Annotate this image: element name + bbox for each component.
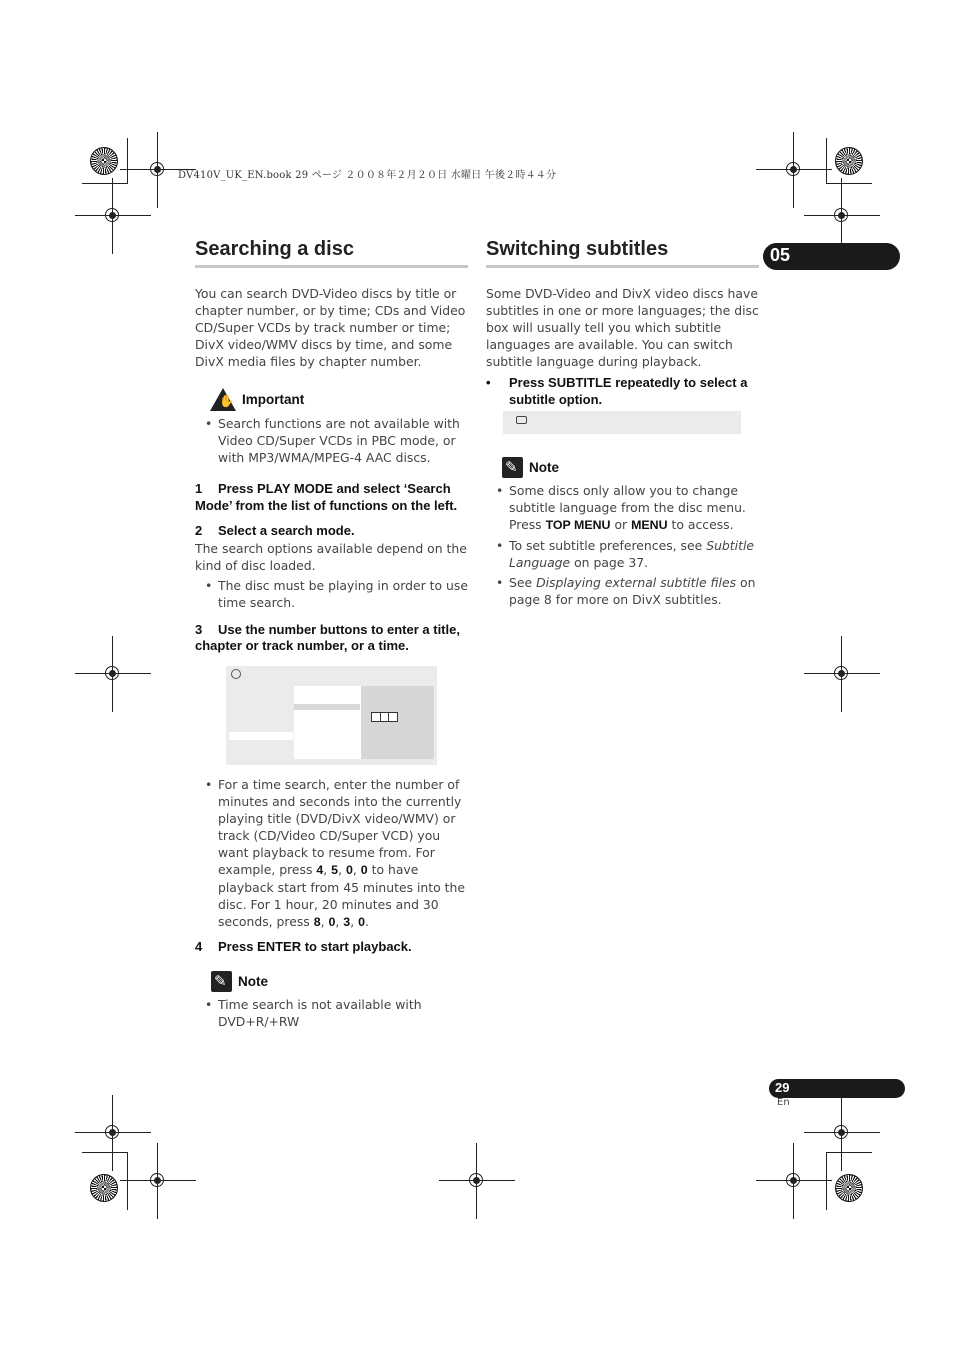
starburst-mark-bottom-left — [90, 1174, 118, 1202]
number-entry-boxes — [371, 712, 398, 722]
step-2-description: The search options available depend on the kind of disc loaded. — [195, 540, 467, 573]
starburst-mark-top-left — [90, 147, 118, 175]
cross-reference-link: Displaying external subtitle files — [536, 575, 737, 590]
list-item: • For a time search, enter the number of minutes and seconds into the currently playing title (DVD/DivX video/WMV) or track (CD/Video CD/Super VCD) you want playback to resume from. For example, press 4, 5, 0, 0 to have playback start from 45 minutes into the disc. For 1 hour, 20 minutes and 30 seconds, press 8, 0, 3, 0. — [195, 776, 468, 931]
starburst-mark-top-right — [835, 147, 863, 175]
important-label: Important — [242, 392, 305, 407]
page-number-tab — [769, 1079, 905, 1098]
list-item: • The disc must be playing in order to use time search. — [195, 577, 468, 611]
section-title-searching: Searching a disc — [195, 238, 354, 260]
registration-mark-bottom-center — [439, 1143, 515, 1219]
registration-mark-left-middle — [75, 636, 151, 712]
menu-option-bar — [229, 732, 293, 740]
step-2-list — [195, 577, 468, 611]
registration-mark-bottom-left — [120, 1143, 196, 1219]
chapter-tab — [763, 243, 900, 270]
language-label: En — [777, 1097, 790, 1108]
search-screen-illustration — [226, 666, 437, 765]
section-rule — [195, 265, 468, 268]
cross-reference-link: Subtitle Language — [509, 538, 755, 570]
list-item: • Some discs only allow you to change subtitle language from the disc menu. Press TOP MENU or MENU to access. — [486, 482, 759, 534]
trim-line — [826, 183, 872, 184]
step-4: 4 Press ENTER to start playback. — [195, 938, 412, 954]
note-pencil-icon — [502, 457, 523, 478]
important-list — [195, 415, 468, 466]
input-panel — [361, 686, 434, 759]
note-heading — [502, 457, 759, 478]
trim-line — [82, 183, 128, 184]
disc-icon — [231, 669, 241, 679]
chapter-number: 05 — [770, 245, 791, 265]
step-2: 2 Select a search mode. — [195, 523, 355, 538]
registration-mark-right-middle — [804, 636, 880, 712]
trim-line — [826, 1152, 872, 1153]
subtitle-step: • Press SUBTITLE repeatedly to select a subtitle option. — [486, 375, 748, 407]
note-label: Note — [529, 460, 559, 475]
note-list — [486, 482, 759, 608]
trim-line — [82, 1152, 128, 1153]
note-pencil-icon — [211, 971, 232, 992]
trim-line — [826, 1152, 827, 1210]
subtitle-screen-illustration — [503, 411, 741, 434]
section-title-subtitles: Switching subtitles — [486, 238, 669, 260]
intro-paragraph: Some DVD-Video and DivX video discs have subtitles in one or more languages; the disc box will usually tell you which subtitle languages are available. You can switch subtitle language during playback. — [486, 286, 759, 369]
list-item: • To set subtitle preferences, see Subtitle Language on page 37. — [486, 537, 759, 571]
intro-paragraph: You can search DVD-Video discs by title or chapter number, or by time; CDs and Video CD/Super VCDs by track number or time; DivX video/WMV discs by time, and some DivX media files by chapter number. — [195, 286, 466, 369]
step-3: 3 Use the number buttons to enter a title, chapter or track number, or a time. — [195, 621, 460, 653]
registration-mark-left-upper — [75, 178, 151, 254]
right-column — [486, 238, 759, 611]
list-item: • Search functions are not available with Video CD/Super VCDs in PBC mode, or with MP3/WMA/MPEG-4 AAC discs. — [195, 415, 468, 466]
subtitle-icon — [516, 416, 527, 424]
note-heading — [211, 971, 468, 992]
section-rule — [486, 265, 759, 268]
starburst-mark-bottom-right — [835, 1174, 863, 1202]
menu-highlight — [294, 704, 360, 710]
note-list — [195, 996, 468, 1030]
step-3-list — [195, 776, 468, 931]
registration-mark-bottom-right — [756, 1143, 832, 1219]
print-header: DV410V_UK_EN.book 29 ページ ２００８年２月２０日 水曜日 午後２時４４分 — [178, 170, 557, 181]
left-column — [195, 238, 468, 1033]
warning-hand-icon: ✋ — [210, 388, 236, 411]
step-1: 1 Press PLAY MODE and select ‘Search Mode’ from the list of functions on the left. — [195, 481, 458, 513]
trim-line — [127, 138, 128, 184]
list-item: • Time search is not available with DVD+R/+RW — [195, 996, 468, 1030]
trim-line — [127, 1152, 128, 1210]
list-item: • See Displaying external subtitle files on page 8 for more on DivX subtitles. — [486, 574, 759, 608]
note-label: Note — [238, 974, 268, 989]
trim-line — [826, 138, 827, 184]
page-number: 29 — [775, 1080, 790, 1095]
important-heading — [210, 388, 468, 411]
